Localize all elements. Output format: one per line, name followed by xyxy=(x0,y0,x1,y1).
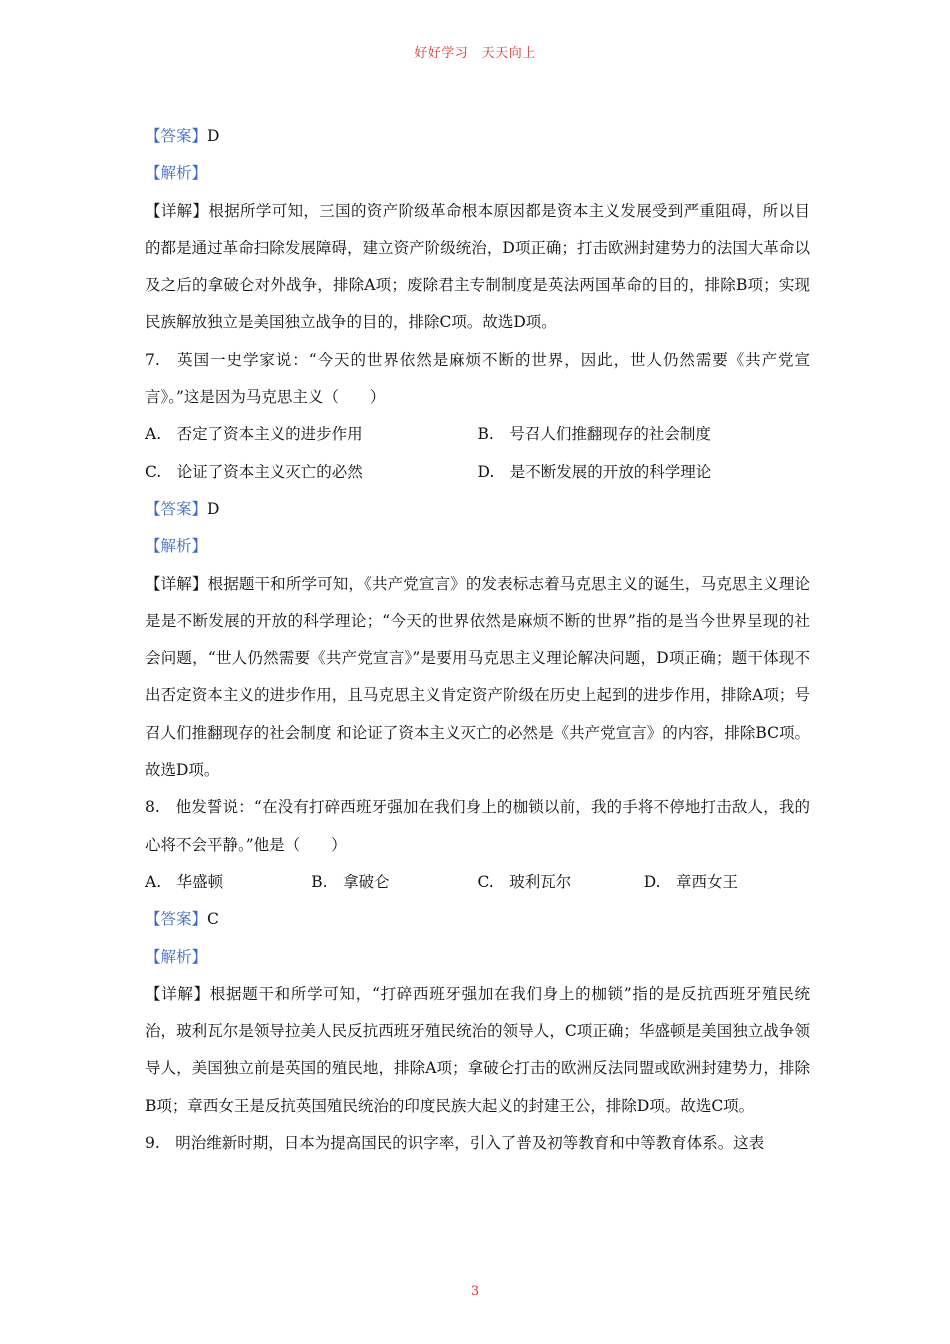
option-c: C. 玻利瓦尔 xyxy=(477,872,572,891)
q8-stem: 8. 他发誓说：“在没有打碎西班牙强加在我们身上的枷锁以前，我的手将不停地打击敌人，我的心将不会平静。”他是（ ） xyxy=(145,798,810,854)
q7-options-row-2 xyxy=(145,454,810,491)
q6-answer-line xyxy=(145,118,810,155)
answer-tag: 【答案】 xyxy=(145,127,208,145)
detail-tag: 【详解】 xyxy=(145,984,210,1003)
analysis-tag: 【解析】 xyxy=(145,164,208,183)
answer-value: D xyxy=(207,499,220,518)
analysis-tag: 【解析】 xyxy=(145,947,208,966)
option-b: B. 拿破仑 xyxy=(311,872,390,891)
option-a: A. 否定了资本主义的进步作用 xyxy=(145,425,363,444)
answer-tag: 【答案】 xyxy=(145,910,208,929)
option-b: B. 号召人们推翻现存的社会制度 xyxy=(477,425,711,444)
page-number: 3 xyxy=(470,1284,480,1299)
q8-analysis-line xyxy=(145,939,810,976)
q8-detail xyxy=(145,976,810,1125)
page-header: 好好学习 天天向上 xyxy=(414,46,536,61)
option-a: A. 华盛顿 xyxy=(145,872,224,891)
q6-detail xyxy=(145,193,810,342)
answer-tag: 【答案】 xyxy=(145,499,208,518)
detail-text: 根据题干和所学可知，“打碎西班牙强加在我们身上的枷锁”指的是反抗西班牙殖民统治，玻利瓦尔是领导拉美人民反抗西班牙殖民统治的领导人，C项正确；华盛顿是美国独立战争领导人，美国独立前是英国的殖民地，排除A项；拿破仑打击的欧洲反法同盟或欧洲封建势力，排除B项；章西女王是反抗英国殖民统治的印度民族大起义的封建王公，排除D项。故选C项。 xyxy=(145,984,810,1115)
detail-tag: 【详解】 xyxy=(145,201,209,220)
q7-stem: 7. 英国一史学家说：“今天的世界依然是麻烦不断的世界，因此，世人仍然需要《共产党宣言》。”这是因为马克思主义（ ） xyxy=(145,350,810,407)
q7-analysis-line xyxy=(145,528,810,565)
q7-answer-line xyxy=(145,491,810,528)
q8-options-row xyxy=(145,864,810,901)
detail-tag: 【详解】 xyxy=(145,574,208,593)
q9-stem: 9. 明治维新时期，日本为提高国民的识字率，引入了普及初等教育和中等教育体系。这表 xyxy=(145,1134,765,1153)
detail-text: 根据题干和所学可知，《共产党宣言》的发表标志着马克思主义的诞生，马克思主义理论是是不断发展的开放的科学理论；“今天的世界依然是麻烦不断的世界”指的是当今世界呈现的社会问题，“世人仍然需要《共产党宣言》”是要用马克思主义理论解决问题，D项正确；题干体现不出否定资本主义的进步作用，且马克思主义肯定资产阶级在历史上起到的进步作用，排除A项；号召人们推翻现存的社会制度 和论证了资本主义灭亡的必然是《共产党宣言》的内容，排除BC项。故选D项。 xyxy=(145,574,810,780)
option-d: D. 是不断发展的开放的科学理论 xyxy=(477,462,712,481)
q7-options-row-1 xyxy=(145,416,810,453)
option-d: D. 章西女王 xyxy=(643,872,739,891)
option-c: C. 论证了资本主义灭亡的必然 xyxy=(145,462,363,481)
q6-analysis-line xyxy=(145,155,810,192)
document-body xyxy=(145,118,810,1162)
detail-text: 根据所学可知，三国的资产阶级革命根本原因都是资本主义发展受到严重阻碍，所以目的都是通过革命扫除发展障碍，建立资产阶级统治，D项正确；打击欧洲封建势力的法国大革命以及之后的拿破仑对外战争，排除A项；废除君主专制制度是英法两国革命的目的，排除B项；实现民族解放独立是美国独立战争的目的，排除C项。故选D项。 xyxy=(145,201,810,332)
answer-value: C xyxy=(207,910,219,929)
q7-detail xyxy=(145,566,810,790)
analysis-tag: 【解析】 xyxy=(145,537,208,556)
q8-answer-line xyxy=(145,901,810,938)
answer-value: D xyxy=(207,127,220,145)
